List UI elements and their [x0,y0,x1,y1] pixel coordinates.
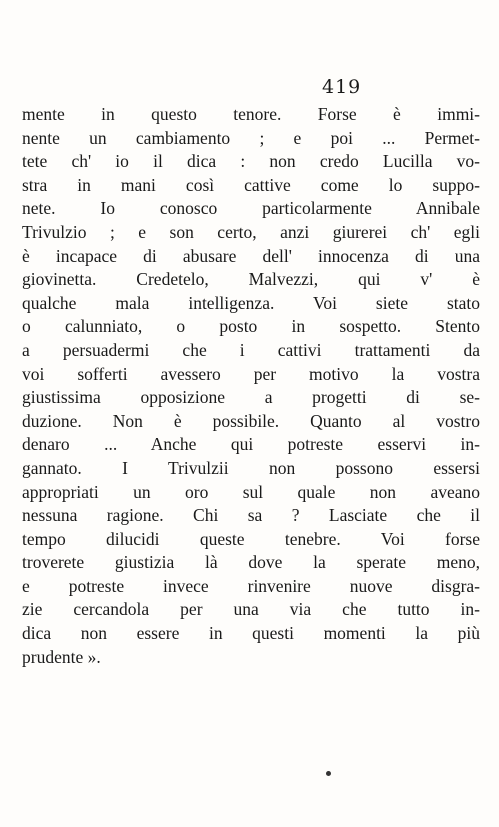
text-line: appropriati un oro sul quale non aveano [22,481,480,502]
text-line: qualche mala intelligenza. Voi siete stato [22,292,480,313]
text-line: nente un cambiamento ; e poi ... Permet- [22,127,480,148]
page-number: 419 [322,76,362,98]
text-line: tempo dilucidi queste tenebre. Voi forse [22,528,480,549]
text-line: dica non essere in questi momenti la più [22,623,480,644]
text-line: giovinetta. Credetelo, Malvezzi, qui v' è [22,269,480,290]
text-line: a persuadermi che i cattivi trattamenti da [22,339,480,360]
ink-speck [326,771,331,776]
text-line: nessuna ragione. Chi sa ? Lasciate che il [22,505,480,526]
text-line: gannato. I Trivulzii non possono essersi [22,457,480,478]
body-text [22,103,480,669]
text-line: Trivulzio ; e son certo, anzi giurerei ch' egli [22,221,480,242]
text-line: stra in mani così cattive come lo suppo- [22,174,480,195]
text-line: denaro ... Anche qui potreste esservi in- [22,434,480,455]
text-line: è incapace di abusare dell' innocenza di una [22,245,480,266]
text-line: e potreste invece rinvenire nuove disgra- [22,575,480,596]
text-line: zie cercandola per una via che tutto in- [22,599,480,620]
text-line: troverete giustizia là dove la sperate meno, [22,552,480,573]
text-line: tete ch' io il dica : non credo Lucilla vo- [22,151,480,172]
text-line: nete. Io conosco particolarmente Annibale [22,198,480,219]
text-line: duzione. Non è possibile. Quanto al vostro [22,410,480,431]
text-line: voi sofferti avessero per motivo la vostra [22,363,480,384]
text-line: mente in questo tenore. Forse è immi- [22,104,480,124]
text-line: o calunniato, o posto in sospetto. Stento [22,316,480,337]
text-line: giustissima opposizione a progetti di se- [22,387,480,408]
text-line: prudente ». [22,646,101,667]
